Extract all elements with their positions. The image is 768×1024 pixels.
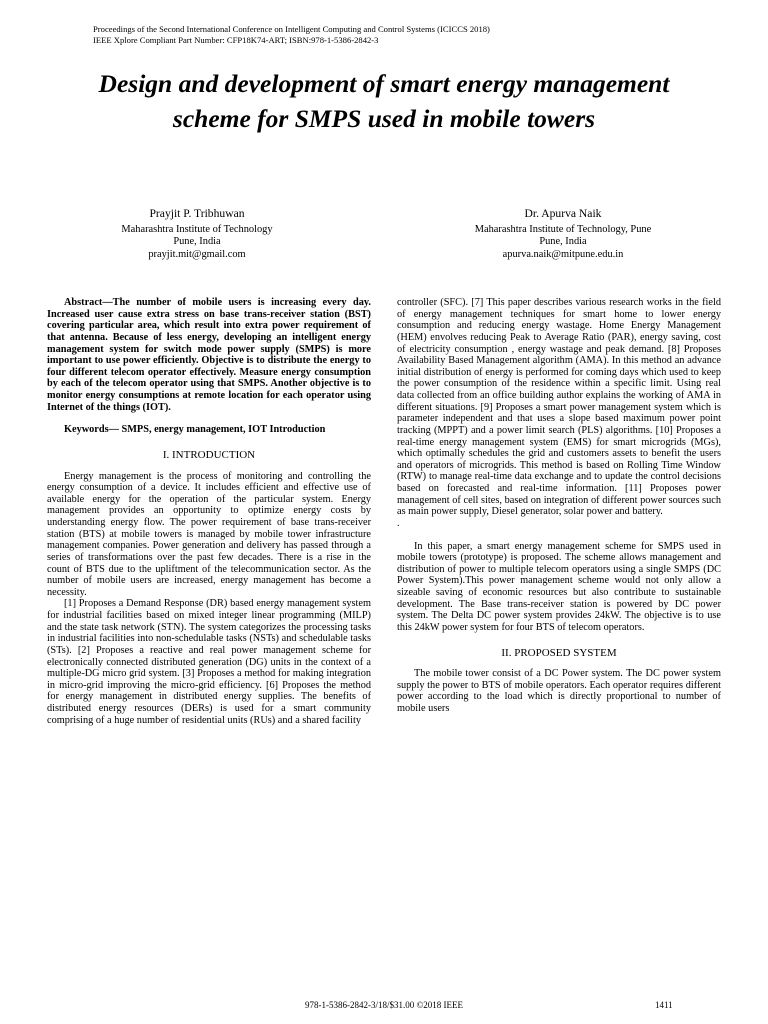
author-affiliation: Maharashtra Institute of Technology, Pune [474, 223, 652, 235]
author-email: prayjit.mit@gmail.com [148, 248, 246, 260]
right-paragraph-1: controller (SFC). [7] This paper describes various research works in the field of energy management techniques for smart home to lower energy consumption and reducing energy wastage. Home Energy Management (HEM) envolves reducing Peak to Average Ratio (PAR), energy saving, cost of electricity consumption , energy wastage and peak demand. [8] Proposes Availability Based Management algorithm (AMA). In this method an advance initial distribution of energy is performed for coming days which used to keep the power consumption of the residence within a specific limit. Using real data collected from an office building author explains the working of AMA in different situations. [9] Proposes a smart power management system which is parameter independent and that uses a slope based maximum power point tracking (MPPT) and a power limit search (PLS) algorithms. [10] Proposes a real-time energy management system (EMS) for smart microgrids (MGs), which optimally schedules the grid and customers assets to benefit the users and operators of microgrids. This method is based on Rolling Time Window (RTW) to manage real-time data exchange and to update the control decisions based on forecasted and real-time information. [11] Proposes power management of cell sites, based on integration of different power sources such as main power supply, Diesel generator, solar power and battery. [397, 297, 721, 518]
right-column [397, 297, 721, 715]
author-location: Pune, India [173, 236, 221, 247]
conference-header [93, 24, 490, 46]
author-block-2 [413, 208, 713, 261]
author-location: Pune, India [539, 236, 587, 247]
author-email: apurva.naik@mitpune.edu.in [502, 248, 624, 260]
author-name: Prayjit P. Tribhuwan [149, 207, 245, 220]
right-paragraph-3: The mobile tower consist of a DC Power system. The DC power system supply the power to BTS of mobile operators. Each operator requires different power according to the load which is directly proportional to number of mobile users [397, 668, 721, 714]
right-paragraph-2: In this paper, a smart energy management scheme for SMPS used in mobile towers (prototype) is proposed. The scheme allows management and distribution of power to multiple telecom operators using a single SMPS (DC Power System).This power management scheme would not only allow a sizeable saving of economic resources but also contribute to sustainable development. The Base trans-receiver station is powered by DC power system. The Delta DC power system provides 24kW. The objective is to use this 24kW power system for four BTS of telecom operators. [397, 540, 721, 633]
keywords: Keywords— SMPS, energy management, IOT Introduction [64, 424, 326, 436]
page-number: 1411 [655, 1000, 673, 1010]
header-line-2: IEEE Xplore Compliant Part Number: CFP18K74-ART; ISBN:978-1-5386-2842-3 [93, 35, 379, 45]
intro-paragraph-1: Energy management is the process of monitoring and controlling the energy consumption of a device. It includes efficient and effective use of available energy for the operation of the particular system. Energy management provides an opportunity to optimize energy costs by understanding energy flow. The power requirement of base trans-receiver station (BTS) at mobile towers is managed by mobile tower infrastructure management companies. Power generation and delivery has passed through a series of transformations over the past few decades. There is a rise in the count of BTS due to the upliftment of the telecommunication sector. As the number of mobile users are increased, energy management has become a necessity. [47, 470, 371, 598]
abstract: Abstract—The number of mobile users is increasing every day. Increased user cause extra stress on base trans-receiver station (BST) covering particular area, which result into extra power requirement of that antenna. Because of less energy, developing an intelligent energy management system for switch mode power supply (SMPS) is more important to use power efficiently. Objective is to distribute the energy to four different telecom operator effectively. Measure energy consumption by each of the telecom operator using that SMPS. Another objective is to monitor energy consumptions at remote location for each operator using Internet of the things (IOT). [47, 297, 371, 413]
header-line-1: Proceedings of the Second International Conference on Intelligent Computing and Control Systems (ICICCS 2018) [93, 24, 490, 34]
footer-copyright: 978-1-5386-2842-3/18/$31.00 ©2018 IEEE [304, 1000, 464, 1010]
author-block-1 [47, 208, 347, 261]
section-heading-introduction: I. INTRODUCTION [162, 448, 256, 461]
paper-title: Design and development of smart energy management scheme for SMPS used in mobile towers [98, 69, 670, 133]
section-heading-proposed-system: II. PROPOSED SYSTEM [501, 646, 617, 659]
stray-dot: . [397, 517, 400, 529]
author-name: Dr. Apurva Naik [524, 207, 602, 220]
author-affiliation: Maharashtra Institute of Technology [121, 223, 273, 235]
left-column [47, 297, 371, 726]
intro-paragraph-2: [1] Proposes a Demand Response (DR) based energy management system for industrial facilities based on mixed integer linear programming (MILP) and the state task network (STN). The system categorizes the processing tasks in industrial facilities into non-schedulable tasks (NSTs) and schedulable tasks (STs). [2] Proposes a reactive and real power management scheme for electronically connected distributed generation (DG) units in the context of a multiple-DG micro grid system. [3] Proposes a method for making integration in micro-grid improving the micro-grid efficiency. [6] Proposes the method for energy management in distributed energy supplies. The benefits of distributed energy resources (DERs) is used for a smart community comprising of a huge number of residential units (RUs) and a shared facility [47, 598, 371, 726]
